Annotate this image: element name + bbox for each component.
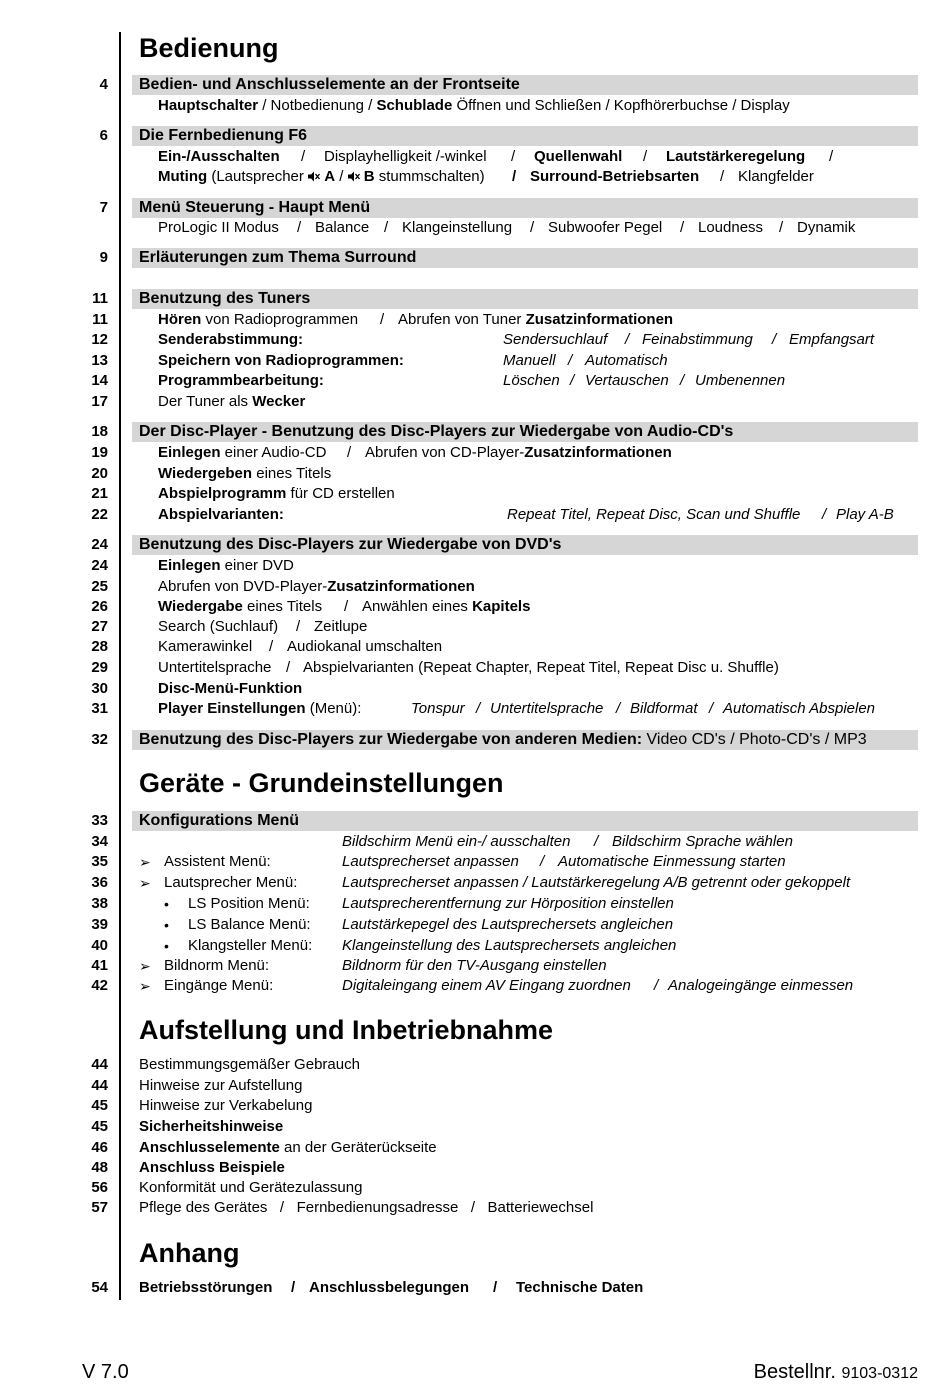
toc-line bbox=[0, 976, 950, 996]
section-title: Menü Steuerung - Haupt Menü bbox=[139, 199, 371, 216]
separator: / bbox=[680, 219, 685, 236]
separator: / bbox=[301, 148, 306, 165]
page-number: 6 bbox=[99, 127, 108, 144]
section-title: Die Fernbedienung F6 bbox=[139, 127, 308, 144]
page-number: 41 bbox=[91, 957, 108, 974]
toc-entry: Abrufen von CD-Player-Zusatzinformationen bbox=[365, 444, 672, 461]
toc-subentry: Vertauschen bbox=[585, 372, 669, 389]
page-number: 19 bbox=[91, 444, 108, 461]
section-title: Erläuterungen zum Thema Surround bbox=[139, 249, 417, 266]
toc-line bbox=[0, 956, 950, 976]
toc-entry: Dynamik bbox=[797, 219, 856, 236]
page-number: 22 bbox=[91, 506, 108, 523]
separator: / bbox=[269, 638, 274, 655]
toc-line bbox=[0, 894, 950, 914]
section-bar[interactable] bbox=[132, 289, 918, 309]
toc-entry: Abrufen von DVD-Player-Zusatzinformationen bbox=[158, 578, 475, 595]
toc-line bbox=[0, 852, 950, 872]
toc-line bbox=[0, 679, 950, 699]
order-number: Bestellnr. 9103-0312 bbox=[753, 1361, 918, 1383]
toc-subentry: Lautsprecherset anpassen bbox=[342, 853, 519, 870]
toc-line bbox=[0, 577, 950, 597]
toc-section-fernbedienung bbox=[0, 126, 950, 146]
page-number: 56 bbox=[91, 1179, 108, 1196]
section-bar[interactable] bbox=[132, 126, 918, 146]
toc-entry: Bestimmungsgemäßer Gebrauch bbox=[139, 1056, 360, 1073]
toc-entry: Wiedergabe eines Titels bbox=[158, 598, 323, 615]
toc-entry: Sicherheitshinweise bbox=[139, 1118, 284, 1135]
separator: / bbox=[625, 331, 630, 348]
page-number: 46 bbox=[91, 1139, 108, 1156]
section-title: Der Disc-Player - Benutzung des Disc-Players zur Wiedergabe von Audio-CD's bbox=[139, 423, 734, 440]
separator: / bbox=[512, 168, 517, 185]
toc-line bbox=[0, 167, 950, 187]
toc-subentry: Analogeingänge einmessen bbox=[668, 977, 854, 994]
section-bar[interactable] bbox=[132, 75, 918, 95]
speaker-mute-icon bbox=[308, 171, 320, 182]
toc-entry: Hinweise zur Aufstellung bbox=[139, 1077, 303, 1094]
toc-entry: Speichern von Radioprogrammen: bbox=[158, 352, 404, 369]
page-number: 31 bbox=[91, 700, 108, 717]
heading-bedienung: Bedienung bbox=[139, 33, 279, 63]
separator: / bbox=[540, 853, 545, 870]
toc-line bbox=[0, 147, 950, 167]
toc-line bbox=[0, 1278, 950, 1298]
toc-subentry: Bildschirm Sprache wählen bbox=[612, 833, 793, 850]
separator: / bbox=[476, 700, 481, 717]
toc-section-cd-player bbox=[0, 422, 950, 442]
heading-aufstellung: Aufstellung und Inbetriebnahme bbox=[139, 1015, 554, 1045]
section-bar[interactable] bbox=[132, 730, 918, 750]
toc-line bbox=[0, 96, 950, 116]
speaker-mute-icon bbox=[348, 171, 360, 182]
separator: / bbox=[570, 372, 575, 389]
toc-entry: Displayhelligkeit /-winkel bbox=[324, 148, 487, 165]
separator: / bbox=[654, 977, 659, 994]
toc-line bbox=[0, 556, 950, 576]
toc-line bbox=[0, 1138, 950, 1158]
toc-section-dvd bbox=[0, 535, 950, 555]
dot-bullet-icon: • bbox=[164, 896, 169, 912]
toc-line bbox=[0, 1096, 950, 1116]
section-title: Konfigurations Menü bbox=[139, 812, 299, 829]
separator: / bbox=[779, 219, 784, 236]
separator: / bbox=[568, 352, 573, 369]
toc-entry: Audiokanal umschalten bbox=[287, 638, 443, 655]
page-number: 48 bbox=[91, 1159, 108, 1176]
page-number: 18 bbox=[91, 423, 108, 440]
page-number: 32 bbox=[91, 731, 108, 748]
page-number: 20 bbox=[91, 465, 108, 482]
page-number: 25 bbox=[91, 578, 108, 595]
toc-subentry: Lautstärkepegel des Lautsprechersets angleichen bbox=[342, 916, 674, 933]
toc-entry: Technische Daten bbox=[516, 1279, 644, 1296]
section-bar[interactable] bbox=[132, 422, 918, 442]
toc-entry: Subwoofer Pegel bbox=[548, 219, 663, 236]
toc-subentry: Sendersuchlauf bbox=[503, 331, 608, 348]
page-number: 24 bbox=[91, 536, 108, 553]
toc-entry: Abspielvarianten: bbox=[158, 506, 284, 523]
toc-entry: Anschlusselemente an der Geräterückseite bbox=[139, 1139, 437, 1156]
toc-line bbox=[0, 443, 950, 463]
page-number: 33 bbox=[91, 812, 108, 829]
separator: / bbox=[829, 148, 834, 165]
toc-section-andere-medien bbox=[0, 730, 950, 750]
toc-line bbox=[0, 832, 950, 852]
page-number: 28 bbox=[91, 638, 108, 655]
page-number: 54 bbox=[91, 1279, 108, 1296]
toc-entry: Klangsteller Menü: bbox=[188, 937, 313, 954]
toc-line bbox=[0, 484, 950, 504]
toc-subentry: Lautsprecherset anpassen / Lautstärkeregelung A/B getrennt oder gekoppelt bbox=[342, 874, 851, 891]
section-title: Benutzung des Disc-Players zur Wiedergabe von anderen Medien: Video CD's / Photo-CD's / MP3 bbox=[139, 731, 867, 748]
separator: / bbox=[616, 700, 621, 717]
toc-entry: Muting (Lautsprecher A / B stummschalten) bbox=[158, 168, 485, 185]
toc-entry: Klangeinstellung bbox=[402, 219, 513, 236]
toc-subentry: Manuell bbox=[503, 352, 556, 369]
toc-subentry: Bildnorm für den TV-Ausgang einstellen bbox=[342, 957, 607, 974]
arrow-bullet-icon: ➢ bbox=[139, 978, 151, 994]
toc-entry: Anwählen eines Kapitels bbox=[362, 598, 531, 615]
toc-line bbox=[0, 351, 950, 371]
separator: / bbox=[720, 168, 725, 185]
toc-entry: Lautstärkeregelung bbox=[666, 148, 806, 165]
page-number: 57 bbox=[91, 1199, 108, 1216]
separator: / bbox=[680, 372, 685, 389]
toc-entry: LS Position Menü: bbox=[188, 895, 310, 912]
toc-entry: Untertitelsprache bbox=[158, 659, 272, 676]
page-number: 45 bbox=[91, 1097, 108, 1114]
page-number: 14 bbox=[91, 372, 108, 389]
arrow-bullet-icon: ➢ bbox=[139, 854, 151, 870]
toc-subentry: Löschen bbox=[503, 372, 560, 389]
section-title: Benutzung des Disc-Players zur Wiedergabe von DVD's bbox=[139, 536, 562, 553]
separator: / bbox=[493, 1279, 498, 1296]
toc-section-tuner bbox=[0, 289, 950, 309]
toc-subentry: Feinabstimmung bbox=[642, 331, 753, 348]
toc-entry: Balance bbox=[315, 219, 370, 236]
page-number: 30 bbox=[91, 680, 108, 697]
toc-entry: Zeitlupe bbox=[314, 618, 368, 635]
toc-entry: Senderabstimmung: bbox=[158, 331, 304, 348]
toc-line bbox=[0, 617, 950, 637]
toc-entry: Quellenwahl bbox=[534, 148, 623, 165]
toc-subentry: Empfangsart bbox=[789, 331, 875, 348]
toc-subentry: Automatische Einmessung starten bbox=[558, 853, 786, 870]
toc-entry: Player Einstellungen (Menü): bbox=[158, 700, 362, 717]
separator: / bbox=[296, 618, 301, 635]
toc-entry: Abspielvarianten (Repeat Chapter, Repeat Titel, Repeat Disc u. Shuffle) bbox=[303, 659, 779, 676]
toc-line bbox=[0, 330, 950, 350]
section-title: Benutzung des Tuners bbox=[139, 290, 311, 307]
toc-subentry: Bildschirm Menü ein-/ ausschalten bbox=[342, 833, 571, 850]
page-number: 36 bbox=[91, 874, 108, 891]
toc-entry: Wiedergeben eines Titels bbox=[158, 465, 332, 482]
toc-entry: Hauptschalter / Notbedienung / Schublade Öffnen und Schließen / Kopfhörerbuchse / Display bbox=[158, 97, 790, 114]
toc-subentry: Umbenennen bbox=[695, 372, 786, 389]
toc-line bbox=[0, 1055, 950, 1075]
toc-subentry: Digitaleingang einem AV Eingang zuordnen bbox=[342, 977, 631, 994]
page-number: 42 bbox=[91, 977, 108, 994]
page-number: 13 bbox=[91, 352, 108, 369]
section-bar[interactable] bbox=[132, 198, 918, 218]
page-number: 45 bbox=[91, 1118, 108, 1135]
page-number: 4 bbox=[99, 76, 108, 93]
section-bar[interactable] bbox=[132, 811, 918, 831]
toc-subentry: Repeat Titel, Repeat Disc, Scan und Shuffle bbox=[507, 506, 801, 523]
page-number: 40 bbox=[91, 937, 108, 954]
page-number: 26 bbox=[91, 598, 108, 615]
toc-entry: Einlegen einer DVD bbox=[158, 557, 294, 574]
toc-entry: Einlegen einer Audio-CD bbox=[158, 444, 327, 461]
toc-section-frontseite bbox=[0, 75, 950, 95]
separator: / bbox=[380, 311, 385, 328]
toc-line bbox=[0, 310, 950, 330]
toc-line bbox=[0, 637, 950, 657]
toc-entry: Anschlussbelegungen bbox=[309, 1279, 470, 1296]
toc-line bbox=[0, 699, 950, 719]
toc-entry: Loudness bbox=[698, 219, 764, 236]
toc-subentry: Play A-B bbox=[836, 506, 894, 523]
toc-entry: Surround-Betriebsarten bbox=[530, 168, 700, 185]
toc-subentry: Tonspur bbox=[411, 700, 465, 717]
toc-entry: Search (Suchlauf) bbox=[158, 618, 279, 635]
page-number: 34 bbox=[91, 833, 108, 850]
separator: / bbox=[511, 148, 516, 165]
separator: / bbox=[530, 219, 535, 236]
toc-entry: Hinweise zur Verkabelung bbox=[139, 1097, 313, 1114]
dot-bullet-icon: • bbox=[164, 938, 169, 954]
page-number: 11 bbox=[92, 311, 108, 328]
page-number: 12 bbox=[91, 331, 108, 348]
toc-subentry: Untertitelsprache bbox=[490, 700, 604, 717]
separator: / bbox=[772, 331, 777, 348]
toc-entry: Konformität und Gerätezulassung bbox=[139, 1179, 363, 1196]
page-number: 7 bbox=[99, 199, 108, 216]
arrow-bullet-icon: ➢ bbox=[139, 875, 151, 891]
toc-subentry: Automatisch Abspielen bbox=[723, 700, 876, 717]
page-number: 21 bbox=[91, 485, 108, 502]
toc-entry: ProLogic II Modus bbox=[158, 219, 279, 236]
page-number: 9 bbox=[99, 249, 108, 266]
separator: / bbox=[297, 219, 302, 236]
toc-entry: Der Tuner als Wecker bbox=[158, 393, 306, 410]
toc-subentry: Automatisch bbox=[585, 352, 668, 369]
toc-line bbox=[0, 658, 950, 678]
toc-entry: Programmbearbeitung: bbox=[158, 372, 324, 389]
toc-entry: Disc-Menü-Funktion bbox=[158, 680, 303, 697]
toc-subentry: Lautsprecherentfernung zur Hörposition einstellen bbox=[342, 895, 674, 912]
toc-entry: Assistent Menü: bbox=[164, 853, 271, 870]
separator: / bbox=[822, 506, 827, 523]
toc-line bbox=[0, 936, 950, 956]
toc-entry: Klangfelder bbox=[738, 168, 814, 185]
toc-section-konfiguration bbox=[0, 811, 950, 831]
toc-line bbox=[0, 873, 950, 893]
page-number: 17 bbox=[91, 393, 108, 410]
separator: / bbox=[347, 444, 352, 461]
page-number: 39 bbox=[91, 916, 108, 933]
page-number: 11 bbox=[92, 290, 108, 307]
toc-line bbox=[0, 1198, 950, 1218]
toc-entry: Hören von Radioprogrammen bbox=[158, 311, 359, 328]
heading-geraete-grundeinstellungen: Geräte - Grundeinstellungen bbox=[139, 768, 504, 798]
toc-entry: Lautsprecher Menü: bbox=[164, 874, 298, 891]
toc-line bbox=[0, 392, 950, 412]
page-number: 27 bbox=[91, 618, 108, 635]
page-number: 24 bbox=[91, 557, 108, 574]
dot-bullet-icon: • bbox=[164, 917, 169, 933]
toc-line bbox=[0, 915, 950, 935]
separator: / bbox=[384, 219, 389, 236]
toc-entry: Bildnorm Menü: bbox=[164, 957, 270, 974]
toc-line bbox=[0, 597, 950, 617]
toc-line bbox=[0, 371, 950, 391]
toc-entry: Betriebsstörungen bbox=[139, 1279, 273, 1296]
toc-entry: Abspielprogramm für CD erstellen bbox=[158, 485, 395, 502]
toc-entry: Kamerawinkel bbox=[158, 638, 253, 655]
toc-entry: Eingänge Menü: bbox=[164, 977, 274, 994]
section-title: Bedien- und Anschlusselemente an der Frontseite bbox=[139, 76, 520, 93]
separator: / bbox=[709, 700, 714, 717]
page-number: 29 bbox=[91, 659, 108, 676]
separator: / bbox=[594, 833, 599, 850]
separator: / bbox=[291, 1279, 296, 1296]
heading-anhang: Anhang bbox=[139, 1238, 240, 1268]
toc-line bbox=[0, 1158, 950, 1178]
separator: / bbox=[286, 659, 291, 676]
toc-entry: Pflege des Gerätes / Fernbedienungsadresse / Batteriewechsel bbox=[139, 1199, 594, 1216]
toc-line bbox=[0, 1076, 950, 1096]
page-number: 38 bbox=[91, 895, 108, 912]
toc-line bbox=[0, 1117, 950, 1137]
page-number: 44 bbox=[91, 1056, 108, 1073]
toc-line bbox=[0, 505, 950, 525]
page-number: 35 bbox=[91, 853, 108, 870]
separator: / bbox=[643, 148, 648, 165]
toc-subentry: Bildformat bbox=[630, 700, 698, 717]
toc-section-surround bbox=[0, 248, 950, 268]
toc-line bbox=[0, 1178, 950, 1198]
version-label: V 7.0 bbox=[82, 1361, 129, 1383]
page-number: 44 bbox=[91, 1077, 108, 1094]
section-bar[interactable] bbox=[132, 535, 918, 555]
toc-section-menue-steuerung bbox=[0, 198, 950, 218]
arrow-bullet-icon: ➢ bbox=[139, 958, 151, 974]
toc-entry: LS Balance Menü: bbox=[188, 916, 311, 933]
section-bar[interactable] bbox=[132, 248, 918, 268]
toc-entry: Anschluss Beispiele bbox=[139, 1159, 285, 1176]
toc-entry: Abrufen von Tuner Zusatzinformationen bbox=[398, 311, 674, 328]
toc-line bbox=[0, 218, 950, 238]
toc-subentry: Klangeinstellung des Lautsprechersets angleichen bbox=[342, 937, 677, 954]
separator: / bbox=[344, 598, 349, 615]
toc-entry: Ein-/Ausschalten bbox=[158, 148, 280, 165]
toc-line bbox=[0, 464, 950, 484]
